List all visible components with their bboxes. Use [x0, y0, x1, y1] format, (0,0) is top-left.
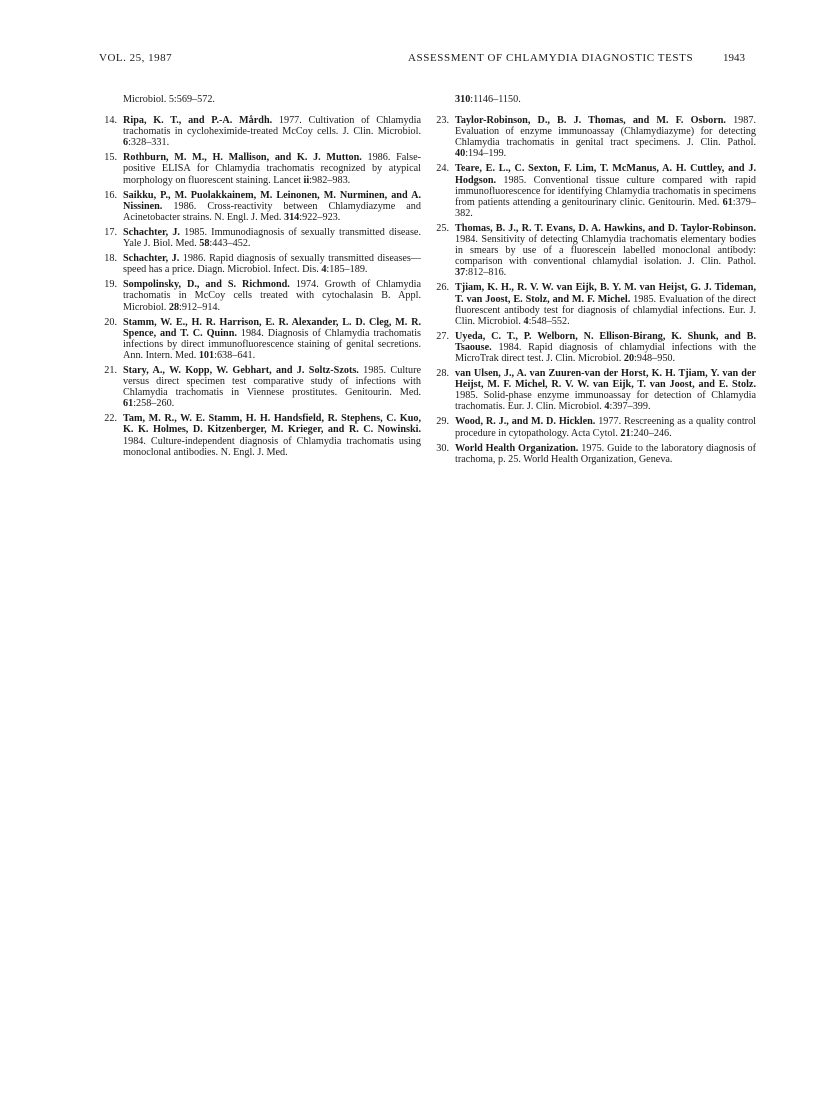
reference-text: 1985. Culture versus direct specimen test comparative study of infections with Chlamydia trachomatis in Viennese prostitutes. Genitourin. Med. [123, 364, 421, 399]
reference-authors: World Health Organization. [455, 442, 579, 454]
reference-text: 1977. Cultivation of Chlamydia trachomatis in cycloheximide-treated McCoy cells. J. Clin. Microbiol. [123, 115, 421, 138]
reference-authors: Wood, R. J., and M. D. Hicklen. [455, 416, 596, 428]
reference-number: 26. [436, 282, 449, 294]
reference-entry [431, 163, 756, 218]
reference-number: 20. [104, 316, 117, 328]
reference-number: 25. [436, 222, 449, 234]
reference-volume: 4 [523, 315, 529, 327]
reference-number: 23. [436, 115, 449, 127]
reference-pages: :194–199. [465, 148, 507, 160]
reference-entry [431, 443, 756, 465]
reference-number: 22. [104, 413, 117, 425]
page-number: 1943 [723, 52, 745, 64]
reference-entry [99, 227, 421, 249]
reference-entry [99, 317, 421, 361]
reference-number: 27. [436, 330, 449, 342]
reference-text: 1985. Conventional tissue culture compared with rapid immunofluorescence for identifying Chlamydia trachomatis in specimens from patients attending a genitourinary clinic. Genitourin. Med. [455, 174, 756, 208]
reference-entry [99, 115, 421, 148]
reference-volume: 61 [722, 196, 733, 208]
reference-text: 1984. Diagnosis of Chlamydia trachomatis infections by direct immunofluorescence staining of genital secretions. Ann. Intern. Med. [123, 327, 421, 361]
reference-entry [99, 279, 421, 312]
reference-text: 1985. Solid-phase enzyme immunoassay for detection of Chlamydia trachomatis. Eur. J. Clin. Microbiol. [455, 390, 756, 413]
reference-number: 21. [104, 364, 117, 376]
reference-text: 1984. Rapid diagnosis of chlamydial infections with the MicroTrak direct test. J. Clin. Microbiol. [455, 341, 756, 364]
reference-authors: Schachter, J. [123, 253, 180, 265]
reference-authors: Tam, M. R., W. E. Stamm, H. H. Handsfield, R. Stephens, C. Kuo, K. K. Holmes, D. Kitzenberger, M. Krieger, and R. C. Nowinski. [123, 413, 421, 436]
reference-entry [99, 365, 421, 409]
reference-text: 1984. Culture-independent diagnosis of Chlamydia trachomatis using monoclonal antibodies. N. Engl. J. Med. [123, 435, 421, 458]
reference-authors: Teare, E. L., C. Sexton, F. Lim, T. McManus, A. H. Cuttley, and J. Hodgson. [455, 163, 756, 186]
reference-volume: 20 [623, 352, 635, 364]
reference-text: 1986. Cross-reactivity between Chlamydiazyme and Acinetobacter strains. N. Engl. J. Med. [123, 200, 421, 223]
reference-pages: :443–452. [209, 238, 251, 250]
reference-authors: Ripa, K. T., and P.-A. Mårdh. [123, 115, 273, 127]
reference-pages: :922–923. [299, 211, 341, 223]
reference-pages: :185–189. [326, 264, 368, 276]
reference-authors: Stary, A., W. Kopp, W. Gebhart, and J. Soltz-Szots. [123, 364, 359, 376]
reference-entry [431, 368, 756, 412]
reference-entry [431, 223, 756, 278]
reference-authors: Schachter, J. [123, 226, 180, 238]
reference-authors: Stamm, W. E., H. R. Harrison, E. R. Alexander, L. D. Cleg, M. R. Spence, and T. C. Quinn. [123, 316, 421, 339]
reference-volume: 58 [199, 238, 210, 250]
reference-text: 1984. Sensitivity of detecting Chlamydia trachomatis elementary bodies in smears by use of a fluorescein labelled monoclonal antibody: comparison with conventional chlamydial isolation. J. Clin. Pathol. [455, 234, 756, 268]
reference-volume: 6 [123, 137, 129, 149]
reference-volume: 4 [604, 401, 610, 413]
reference-number: 16. [104, 189, 117, 201]
reference-pages: :638–641. [214, 349, 256, 361]
reference-pages: :912–914. [179, 301, 221, 313]
reference-volume: 28 [168, 301, 180, 313]
reference-text: 1974. Growth of Chlamydia trachomatis in McCoy cells treated with cytochalasin B. Appl. Microbiol. [123, 279, 421, 313]
reference-authors: Rothburn, M. M., H. Mallison, and K. J. Mutton. [123, 152, 362, 164]
reference-pages: :1146–1150. [470, 94, 521, 105]
reference-text: 1985. Evaluation of the direct fluorescent antibody test for diagnosis of chlamydial infections. Eur. J. Clin. Microbiol. [455, 293, 756, 327]
volume-label: VOL. 25, 1987 [99, 52, 173, 64]
reference-text: 1975. Guide to the laboratory diagnosis of trachoma, p. 25. World Health Organization, Geneva. [455, 442, 756, 465]
reference-volume: 101 [198, 349, 215, 361]
reference-pages: :948–950. [634, 352, 676, 364]
reference-text: 1986. Rapid diagnosis of sexually transmitted diseases—speed has a price. Diagn. Microbiol. Infect. Dis. [123, 253, 421, 276]
reference-number: 19. [104, 279, 117, 291]
reference-text: 1987. Evaluation of enzyme immunoassay (Chlamydiazyme) for detecting Chlamydia trachomatis in genital tract specimens. J. Clin. Pathol. [455, 115, 756, 149]
reference-entry [431, 331, 756, 364]
reference-number: 17. [104, 226, 117, 238]
reference-pages: :328–331. [128, 137, 170, 149]
reference-volume: ii [303, 174, 310, 186]
reference-authors: Saikku, P., M. Puolakkainem, M. Leinonen, M. Nurminen, and A. Nissinen. [123, 189, 421, 212]
reference-pages: :379–382. [455, 196, 756, 219]
right-column [431, 94, 756, 469]
reference-volume: 40 [455, 148, 466, 160]
reference-volume: 61 [123, 398, 134, 410]
reference-authors: Sompolinsky, D., and S. Richmond. [123, 279, 290, 291]
reference-text: 1977. Rescreening as a quality control procedure in cytopathology. Acta Cytol. [455, 416, 756, 439]
reference-pages: :812–816. [465, 267, 507, 279]
reference-continuation: Microbiol. 5:569–572. [123, 94, 215, 105]
reference-text: 1986. False-positive ELISA for Chlamydia trachomatis recognized by atypical morphology on fluorescent staining. Lancet [123, 152, 421, 186]
reference-number: 24. [436, 163, 449, 175]
reference-volume: 21 [620, 427, 631, 439]
reference-pages: :548–552. [528, 315, 570, 327]
reference-entry [431, 282, 756, 326]
reference-entry [99, 152, 421, 185]
reference-authors: Thomas, B. J., R. T. Evans, D. A. Hawkins, and D. Taylor-Robinson. [455, 222, 756, 234]
reference-entry [99, 253, 421, 275]
left-column [99, 94, 421, 462]
reference-volume: 310 [455, 94, 471, 105]
reference-volume: 314 [283, 211, 300, 223]
reference-pages: :240–246. [630, 427, 672, 439]
reference-authors: Taylor-Robinson, D., B. J. Thomas, and M. F. Osborn. [455, 115, 726, 127]
reference-continuation [431, 94, 756, 105]
reference-entry [99, 190, 421, 223]
reference-entry [99, 413, 421, 457]
reference-number: 15. [104, 152, 117, 164]
reference-number: 18. [104, 253, 117, 265]
reference-volume: 37 [455, 267, 466, 279]
running-header [0, 52, 816, 68]
reference-entry [431, 115, 756, 159]
reference-number: 28. [436, 368, 449, 380]
reference-authors: van Ulsen, J., A. van Zuuren-van der Horst, K. H. Tjiam, Y. van der Heijst, M. F. Michel, R. V. W. van Eijk, T. van Joost, and E. Stolz. [455, 368, 756, 391]
reference-pages: :258–260. [133, 398, 175, 410]
reference-number: 14. [104, 115, 117, 127]
reference-volume: 4 [321, 264, 327, 276]
reference-text: 1985. Immunodiagnosis of sexually transmitted disease. Yale J. Biol. Med. [123, 226, 421, 250]
reference-authors: Uyeda, C. T., P. Welborn, N. Ellison-Birang, K. Shunk, and B. Tsaouse. [455, 330, 756, 353]
reference-number: 29. [436, 416, 449, 428]
reference-entry [431, 416, 756, 438]
running-title: ASSESSMENT OF CHLAMYDIA DIAGNOSTIC TESTS [408, 52, 694, 64]
reference-authors: Tjiam, K. H., R. V. W. van Eijk, B. Y. M. van Heijst, G. J. Tideman, T. van Joost, E. Stolz, and M. F. Michel. [455, 282, 756, 305]
reference-pages: :397–399. [609, 401, 651, 413]
reference-pages: :982–983. [309, 174, 351, 186]
reference-number: 30. [436, 442, 449, 454]
